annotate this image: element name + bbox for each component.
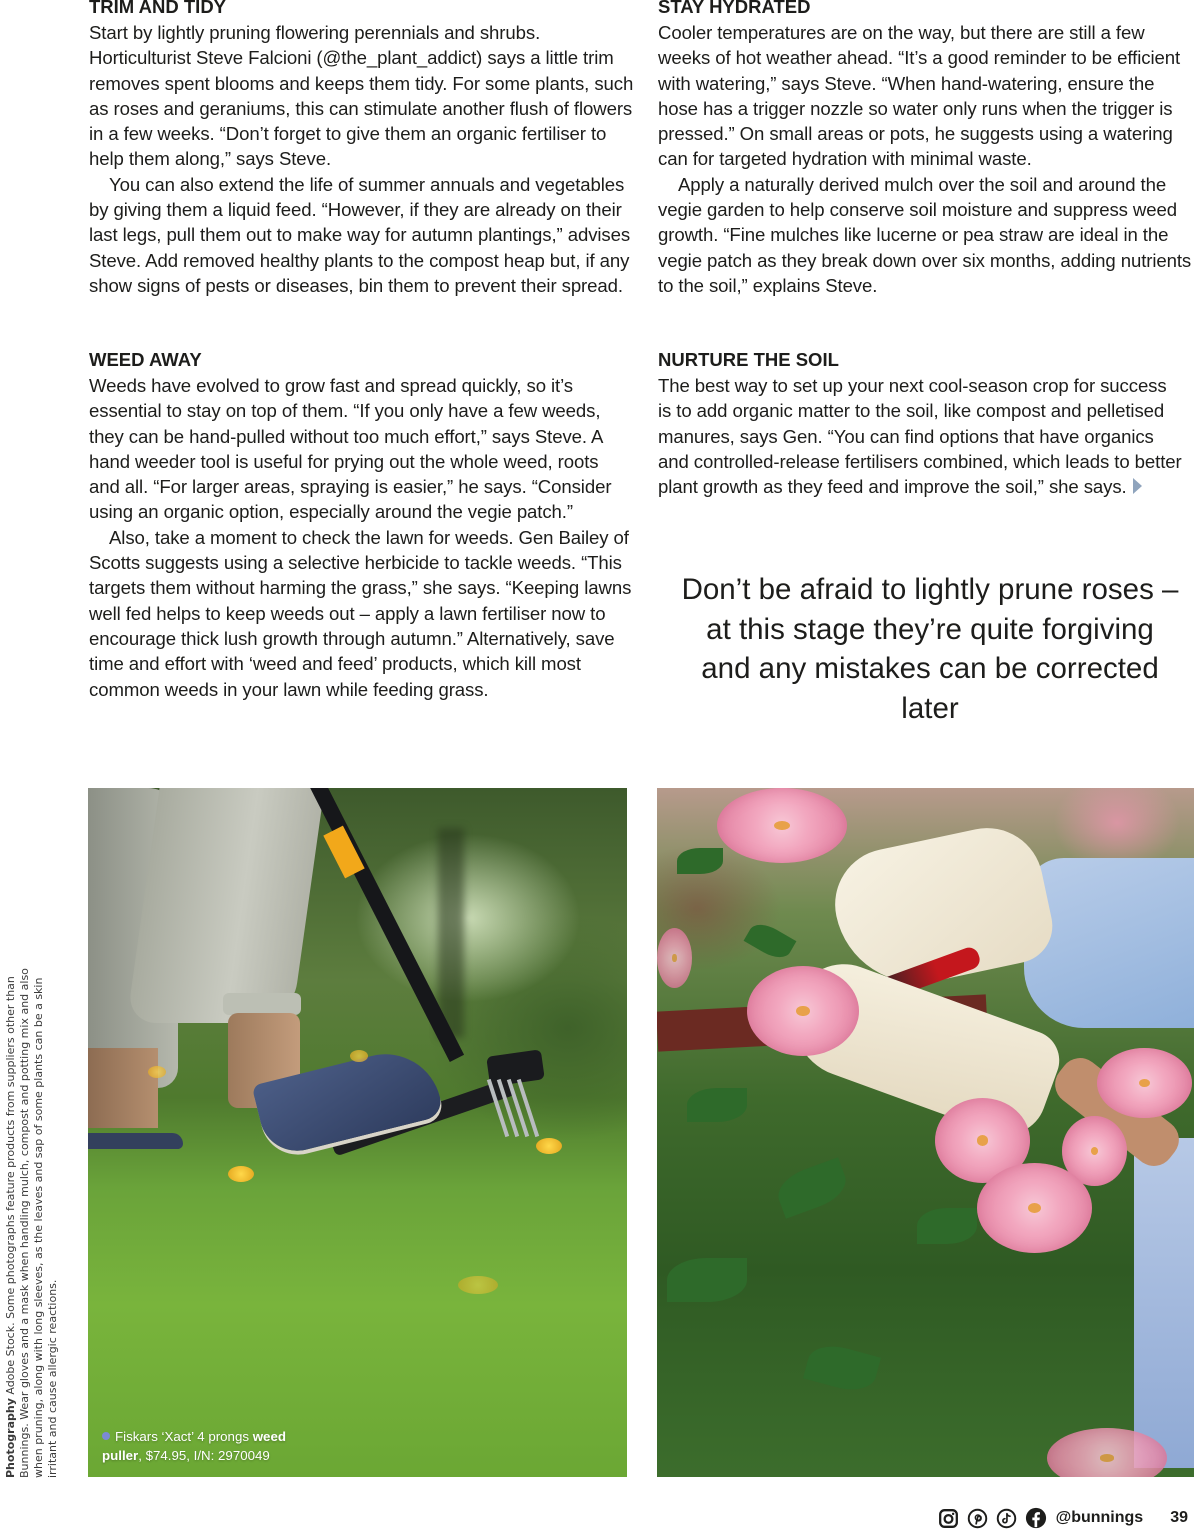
paragraph: [658, 373, 1183, 499]
dandelion: [148, 1066, 166, 1078]
section-stay-hydrated: [658, 0, 1198, 298]
section-weed-away: [89, 350, 634, 702]
leaf: [917, 1208, 977, 1244]
section-heading: STAY HYDRATED: [658, 0, 811, 17]
bullet-dot-icon: [102, 1432, 110, 1440]
product-caption: [102, 1427, 286, 1465]
paragraph: Start by lightly pruning flowering perennials and shrubs. Horticulturist Steve Falcioni (@the_plant_addict) says a little trim removes spent blooms and keeps them tidy. For some plants, such as roses and geraniums, this can stimulate another flush of flowers in a few weeks. “Don’t forget to give them an organic fertiliser to help them along,” says Steve.: [89, 22, 634, 170]
background-tree: [438, 828, 464, 1038]
credits-label: Photography: [4, 1398, 17, 1478]
section-trim-and-tidy: [89, 0, 634, 298]
section-heading: NURTURE THE SOIL: [658, 349, 839, 370]
dandelion: [536, 1138, 562, 1154]
blue-sleeve: [1134, 1138, 1194, 1468]
rose: [717, 788, 847, 863]
photo-roses-pruning: [657, 788, 1194, 1477]
paragraph: Also, take a moment to check the lawn for weeds. Gen Bailey of Scotts suggests using a selective herbicide to tackle weeds. “This targets them without harming the grass,” she says. “Keeping lawns well fed helps to keep weeds out – apply a lawn fertiliser now to encourage thick lush growth through autumn.” Alternatively, save time and effort with ‘weed and feed’ products, which kill most common weeds in your lawn while feeding grass.: [89, 526, 632, 700]
rose: [1097, 1048, 1192, 1118]
leaf: [803, 1340, 881, 1397]
photo-credits: [4, 938, 60, 1478]
leaf: [772, 1157, 851, 1219]
back-shoe: [88, 1133, 183, 1149]
rose: [747, 966, 859, 1056]
front-leg: [126, 788, 324, 1023]
tiktok-icon[interactable]: [996, 1507, 1018, 1529]
dandelion: [350, 1050, 368, 1062]
photo-weed-puller: [88, 788, 627, 1477]
paragraph: Apply a naturally derived mulch over the soil and around the vegie garden to help conserve soil moisture and suppress weed growth. “Fine mulches like lucerne or pea straw are ideal in the vegie patch as they break down over six months, adding nutrients to the soil,” explains Steve.: [658, 173, 1192, 296]
dandelion: [228, 1166, 254, 1182]
leaf: [677, 848, 723, 874]
blue-sleeve: [1024, 858, 1194, 1028]
paragraph-text: The best way to set up your next cool-season crop for success is to add organic matter to the soil, like compost and pelletised manures, says Gen. “You can find options that have organics and controlled-release fertilisers combined, which leads to better plant growth as they feed and improve the soil,” she says.: [658, 375, 1182, 498]
section-heading: TRIM AND TIDY: [89, 0, 227, 17]
trouser-cuff: [223, 993, 301, 1015]
pinterest-icon[interactable]: [967, 1507, 989, 1529]
footer: [938, 1505, 1188, 1531]
leaf: [744, 918, 797, 964]
caption-bold: puller: [102, 1448, 139, 1463]
caption-text: Fiskars ‘Xact’ 4 prongs: [115, 1429, 253, 1444]
leaf: [687, 1088, 747, 1122]
pull-quote: Don’t be afraid to lightly prune roses – at this stage they’re quite forgiving and any mistakes can be corrected later: [681, 573, 1179, 725]
paragraph: Cooler temperatures are on the way, but there are still a few weeks of hot weather ahead. “It’s a good reminder to be efficient with watering,” says Steve. “When hand-watering, ensure the hose has a trigger nozzle so water only runs when the trigger is pressed.” On small areas or pots, he suggests using a watering can for targeted hydration with minimal waste.: [658, 22, 1181, 170]
continue-arrow-icon: [1133, 478, 1142, 494]
rose: [657, 928, 692, 988]
weed-puller-head: [486, 1049, 545, 1086]
rose: [977, 1163, 1092, 1253]
dandelion: [458, 1276, 498, 1294]
page-number: 39: [1170, 1509, 1188, 1526]
social-handle[interactable]: @bunnings: [1055, 1509, 1144, 1526]
facebook-icon[interactable]: [1025, 1507, 1047, 1529]
section-nurture-the-soil: [658, 350, 1183, 499]
section-heading: WEED AWAY: [89, 349, 202, 370]
paragraph: Weeds have evolved to grow fast and spread quickly, so it’s essential to stay on top of them. “If you only have a few weeds, they can be hand-pulled without too much effort,” says Steve. A hand weeder tool is useful for prying out the whole weed, roots and all. “For larger areas, spraying is easier,” he says. “Consider using an organic option, especially around the vegie patch.”: [89, 375, 612, 523]
caption-bold: weed: [252, 1429, 286, 1444]
credits-text: Adobe Stock. Some photographs feature products from suppliers other than Bunnings. Wear gloves and a mask when handling mulch, compost and potting mix and also when pruning, along with long sleeves, as the leaves and sap of some plants can be a skin irritant and cause allergic reactions.: [4, 968, 59, 1478]
paragraph: You can also extend the life of summer annuals and vegetables by giving them a liquid feed. “However, if they are already on their last legs, pull them out to make way for autumn plantings,” advises Steve. Add removed healthy plants to the compost heap but, if any show signs of pests or diseases, bin them to prevent their spread.: [89, 173, 631, 296]
leaf: [667, 1258, 747, 1302]
instagram-icon[interactable]: [938, 1507, 960, 1529]
caption-price: , $74.95, I/N: 2970049: [138, 1448, 270, 1463]
back-ankle: [88, 1048, 158, 1128]
